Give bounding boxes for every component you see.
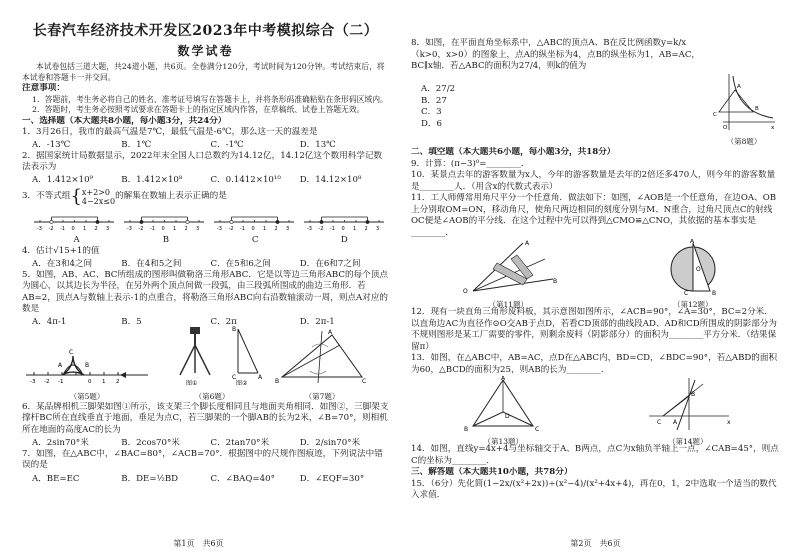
- svg-text:C: C: [656, 419, 661, 427]
- figures-13-14: [411, 376, 780, 447]
- svg-text:A: A: [501, 376, 506, 383]
- figure-8: [711, 38, 777, 147]
- number-line-tick: -1: [240, 225, 245, 232]
- page-2-footer: 第2页 共6页: [570, 539, 621, 548]
- q3-ineq-2: 4−2x≤0: [81, 196, 116, 206]
- notice-intro: 本试卷包括三道大题，共24道小题，共6页。全卷满分120分，考试时间为120分钟。考试结束后，将本试卷和答题卡一并交回。: [22, 62, 385, 82]
- svg-text:C: C: [362, 377, 367, 385]
- isosceles-triangle-diagram: [458, 376, 548, 432]
- q15: 15．（6分）先化简(1−2x/(x²+2x))÷(x²−4)/(x²+4x+4)，再在0，1，2中选取一个适当的数代入求值．: [411, 478, 777, 501]
- q8-option-b: B．27: [421, 95, 447, 106]
- figure-11-caption: （第11题）: [488, 300, 529, 310]
- svg-text:C: C: [535, 426, 540, 433]
- svg-text:D: D: [505, 413, 510, 421]
- notice-item-1: 1．答题前，考生务必将自己的姓名、准考证号填写在答题卡上，并将条形码准确粘贴在条形码区域内。: [32, 94, 388, 104]
- svg-text:C: C: [683, 290, 688, 296]
- number-line-tick: 2: [184, 225, 188, 232]
- svg-text:A: A: [258, 373, 263, 381]
- q3-option-a: A: [73, 234, 80, 245]
- q8-option-c: C．3: [421, 107, 442, 118]
- q2-option-b: B．1.412×10⁸: [121, 174, 183, 185]
- q3-option-b: B: [162, 234, 170, 245]
- figure-6-label-2: 图②: [236, 379, 248, 387]
- q4-stem: 4．估计√15+1的值: [22, 245, 100, 256]
- svg-text:O: O: [723, 125, 728, 131]
- q8-option-a: A．27/2: [421, 84, 456, 94]
- number-line-tick: 3: [106, 225, 110, 232]
- q7-stem: 7．如图，在△ABC中，∠BAC=80°，∠ACB=70°．根据图中的尺规作图痕迹，下列说法中错误的是: [22, 448, 383, 471]
- q1-option-d: D．13℃: [299, 139, 336, 150]
- q4-option-d: D．在6和7之间: [299, 258, 361, 269]
- svg-text:B: B: [553, 278, 558, 286]
- number-line-tick: 3: [376, 225, 380, 232]
- figure-12: [648, 239, 738, 310]
- figure-8-caption: （第8题）: [726, 137, 762, 146]
- page-1-footer: 第1页 共6页: [173, 539, 224, 548]
- number-line-tick: 2: [364, 225, 368, 232]
- figure-13: [458, 376, 548, 447]
- svg-text:2: 2: [116, 378, 120, 385]
- figure-14-caption: （第14题）: [667, 437, 708, 447]
- svg-text:B: B: [755, 106, 759, 112]
- figures-11-12: [411, 239, 780, 310]
- q4-option-a: A．在3和4之间: [32, 258, 93, 269]
- page-2: [397, 0, 794, 557]
- q14: 14．如图，直线y=4x+4与坐标轴交于A、B两点，点C为x轴负半轴上一点，∠CAB=45°，则点C的坐标为________．: [411, 444, 779, 466]
- number-line-tick: 0: [161, 225, 165, 232]
- number-line-tick: 1: [173, 225, 177, 232]
- q12: 12．现有一块直角三角形废料板，其示意图如图所示，∠ACB=90°，∠A=30°，BC=2分米．以直角边AC为直径作⊙O交AB于点D，若看CD顶部的曲线段AD、AD和CD所围成的阴影部分为不规则图形是某工厂需要的零件，则剩余废料（阴影部分）的面积为________平方分米．（结果保留π）: [411, 307, 777, 352]
- q5-option-b: B．5: [121, 316, 142, 327]
- q7-option-d: D．∠EQF=30°: [299, 473, 365, 484]
- svg-text:A: A: [328, 328, 333, 336]
- q1-option-a: A．-13℃: [32, 139, 71, 150]
- number-line-tick: 2: [94, 225, 98, 232]
- q6-option-d: D．2/sin70°米: [299, 437, 361, 448]
- svg-text:A: A: [689, 239, 694, 246]
- number-line-tick: 0: [71, 225, 75, 232]
- number-line-tick: -2: [318, 225, 324, 232]
- number-line-tick: 1: [353, 225, 357, 232]
- q1-option-b: B．1℃: [121, 139, 152, 150]
- q3-options: [22, 234, 389, 246]
- svg-text:-1: -1: [58, 378, 64, 385]
- figure-5-caption: （第5题）: [69, 391, 105, 401]
- number-line-tick: -1: [60, 225, 65, 232]
- svg-text:A: A: [58, 361, 63, 369]
- figure-7: [272, 327, 372, 402]
- construction-diagram: [272, 327, 372, 387]
- number-line-tick: -1: [150, 225, 155, 232]
- q4-option-b: B．在4和5之间: [121, 258, 182, 269]
- number-line-tick: -3: [37, 225, 42, 232]
- number-line-tick: 2: [274, 225, 278, 232]
- number-line-tick: -3: [217, 225, 222, 232]
- q2-option-d: D．14.12×10⁸: [299, 174, 362, 185]
- q5-option-c: C．2π: [210, 316, 237, 327]
- circle-triangle-diagram: [648, 239, 738, 295]
- figure-6: [152, 323, 272, 402]
- number-line-tick: 0: [341, 225, 345, 232]
- q10: 10．某景点去年的游客数量为x人，今年的游客数量是去年的2倍还多470人，则今年的游客数量是________人．（用含x的代数式表示）: [411, 170, 776, 192]
- number-line-d: [302, 208, 386, 234]
- q6-option-c: C．2tan70°米: [210, 437, 270, 448]
- svg-text:C: C: [713, 112, 717, 118]
- number-line-tick: -1: [330, 225, 335, 232]
- svg-text:B: B: [711, 290, 716, 296]
- number-line-tick: 3: [286, 225, 290, 232]
- section-2-heading: 二、填空题（本大题共6小题，每小题3分，共18分）: [411, 147, 616, 157]
- figure-12-caption: （第12题）: [672, 300, 713, 310]
- number-line-tick: -2: [138, 225, 144, 232]
- q2-options: [22, 174, 389, 186]
- angle-ruler-diagram: [453, 239, 563, 295]
- number-line-tick: -3: [307, 225, 312, 232]
- exam-subtitle: 数学试卷: [177, 44, 234, 58]
- q5-option-d: D．2π-1: [299, 316, 335, 327]
- number-line-tick: -2: [228, 225, 234, 232]
- svg-text:C: C: [232, 373, 237, 381]
- q4-options: [22, 258, 389, 270]
- q3-option-c: C: [251, 234, 259, 245]
- number-line-tick: 3: [196, 225, 200, 232]
- figure-11: [453, 239, 563, 310]
- figure-14: [643, 376, 733, 447]
- q6-options: [22, 437, 389, 449]
- svg-text:A: A: [525, 240, 530, 248]
- q6-option-b: B．2cos70°米: [121, 437, 180, 448]
- svg-text:x: x: [771, 125, 775, 131]
- figures-5-6-7: [22, 325, 389, 402]
- svg-text:B: B: [275, 377, 280, 385]
- q1-option-c: C．-1℃: [210, 139, 244, 150]
- svg-text:x: x: [726, 419, 731, 427]
- section-1-heading: 一、选择题（本大题共8小题，每小题3分，共24分）: [22, 115, 227, 126]
- svg-text:A: A: [737, 84, 741, 90]
- q7-option-a: A．BE=EC: [32, 473, 80, 484]
- number-line-tick: -3: [127, 225, 132, 232]
- svg-text:C: C: [69, 348, 74, 356]
- svg-text:0: 0: [88, 378, 92, 385]
- q11: 11．工人师傅常用角尺平分一个任意角．做法如下：如图，∠AOB是一个任意角，在边OA、OB上分别取OM=ON，移动角尺，使角尺两边相同的刻度分别与M、N重合，过角尺顶点C的射线OC便是∠AOB的平分线．在这个过程中先可以得到△CMO≌△CNO，其依据的基本事实是________．: [411, 193, 777, 238]
- svg-text:-2: -2: [44, 378, 50, 385]
- svg-text:B: B: [85, 361, 90, 369]
- q3-number-lines: [22, 208, 389, 234]
- q6-option-a: A．2sin70°米: [32, 437, 89, 448]
- figure-6-label-1: 图①: [186, 379, 198, 387]
- svg-text:A: A: [672, 419, 677, 427]
- svg-text:O: O: [463, 288, 468, 296]
- notice-heading: 注意事项：: [22, 83, 65, 93]
- tripod-diagram: [152, 323, 272, 387]
- figure-6-caption: （第6题）: [194, 391, 230, 401]
- q9: 9．计算：(π−3)⁰=________．: [411, 158, 530, 169]
- svg-text:B: B: [464, 426, 469, 433]
- exam-title: 长春汽车经济技术开发区2023年中考模拟综合（二）: [32, 23, 379, 39]
- number-line-tick: 1: [263, 225, 267, 232]
- q2-stem: 2．据国家统计局数据显示，2022年末全国人口总数约为14.12亿，14.12亿这个数用科学记数法表示为: [22, 150, 383, 173]
- number-line-b: [122, 208, 206, 234]
- q4-option-c: C．在5和6之间: [210, 258, 271, 269]
- q8-option-d: D．6: [421, 118, 442, 129]
- svg-text:B: B: [232, 325, 237, 333]
- svg-text:1: 1: [102, 378, 106, 385]
- number-line-c: [212, 208, 296, 234]
- svg-text:B: B: [690, 391, 695, 399]
- figure-13-caption: （第13题）: [483, 437, 524, 447]
- svg-text:O: O: [695, 266, 701, 274]
- q1-options: [22, 139, 389, 151]
- number-line-a: [32, 208, 116, 234]
- q7-option-b: B．DE=½BD: [121, 473, 179, 484]
- q6-stem: 6．某品牌相机三脚架如图①所示，该支架三个脚长度相同且与地面夹角相同．如图②，三脚架支撑杆BC所在直线垂直于地面，垂足为点C，若三脚架的一个脚AB的长为2米，∠B=70°，则相机所在地面的高度AC的长为: [22, 401, 389, 435]
- q5-option-a: A．4π-1: [32, 316, 67, 327]
- q3-option-d: D: [340, 234, 348, 245]
- q8-stem: 8．如图，在平面直角坐标系中，△ABC的顶点A、B在反比例函数y=k/x（k>0，x>0）的图象上，点A的纵坐标为4，点B的纵坐标为1，AB=AC，BC∥x轴．若△ABC的面积为27/4，则k的值为: [411, 38, 701, 72]
- q2-option-a: A．1.412×10⁹: [32, 174, 93, 185]
- q7-option-c: C．∠BAQ=40°: [210, 473, 275, 484]
- q13: 13．如图，在△ABC中，AB=AC，点D在△ABC内，BD=CD，∠BDC=90°，若△ABD的面积为60，△BCD的面积为25，则AB的长为________．: [411, 353, 778, 375]
- q3-stem: 3．不等式组 { x+2>0 4−2x≤0 的解集在数轴上表示正确的是: [22, 185, 227, 207]
- q7-options: [22, 473, 389, 485]
- reuleaux-triangle-diagram: [22, 327, 152, 387]
- q1-stem: 1．3月26日，我市的最高气温是7℃，最低气温是-6℃，那么这一天的温差是: [22, 127, 318, 138]
- notice-item-2: 2．答题时，考生务必按照考试要求在答题卡上的指定区域内作答，在草稿纸、试卷上答题无效。: [32, 105, 365, 115]
- line-coordinate-diagram: [643, 376, 733, 432]
- q3-ineq-1: x+2>0: [81, 187, 110, 197]
- q5-stem: 5．如图，AB、AC、BC所组成的图形叫做勒洛三角形ABC．它是以等边三角形ABC的每个顶点为圆心，以其边长为半径，在另外两个顶点间做一段弧，由三段弧所围成的曲边三角形．若AB=2，顶点A与数轴上表示-1的点重合，将勒洛三角形ABC向右沿数轴滚动一周，则点A对应的数是: [22, 269, 389, 315]
- number-line-tick: 0: [251, 225, 255, 232]
- figure-7-caption: （第7题）: [304, 391, 340, 401]
- hyperbola-diagram: [711, 72, 777, 132]
- svg-text:-3: -3: [30, 378, 36, 385]
- q2-option-c: C．0.1412×10¹⁰: [210, 174, 281, 185]
- section-3-heading: 三、解答题（本大题共10小题，共78分）: [411, 467, 573, 478]
- figure-5: [22, 327, 152, 402]
- number-line-tick: 1: [83, 225, 87, 232]
- number-line-tick: -2: [48, 225, 54, 232]
- q8-block: [411, 38, 780, 147]
